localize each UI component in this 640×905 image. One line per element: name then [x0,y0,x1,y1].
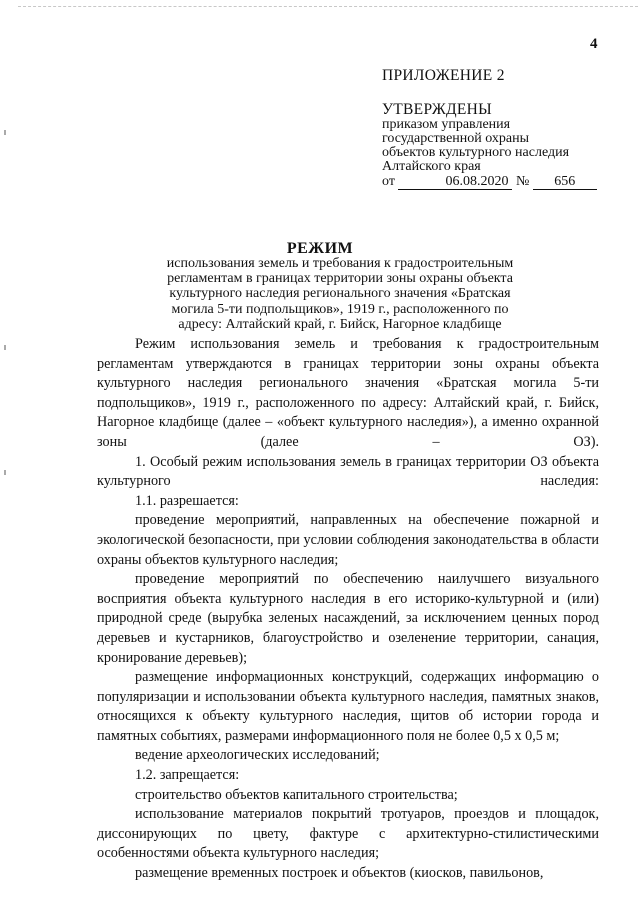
document-body [97,335,599,884]
approved-line: Алтайского края [382,159,481,174]
approval-block [382,102,622,190]
document-title: РЕЖИМ [286,240,354,257]
paragraph: размещение информационных конструкций, содержащих информацию о популяризации и использовании объекта культурного наследия, памятных знаков, относящихся к объекту культурного наследия, щитов об истории города и памятных событиях, размерами информационного поля не более 0,5 х 0,5 м; [97,669,599,744]
top-edge-line [18,6,638,7]
order-date: 06.08.2020 [398,175,512,190]
paragraph: 1.1. разрешается: [135,492,239,509]
number-sign: № [515,174,530,189]
order-date-line [382,174,622,190]
paragraph: 1. Особый режим использования земель в границах территории ОЗ объекта культурного наследия: [97,453,599,490]
page-number: 4 [590,36,598,52]
paragraph: строительство объектов капитального строительства; [135,786,458,803]
paragraph: проведение мероприятий, направленных на обеспечение пожарной и экологической безопасности, при условии соблюдения законодательства в области охраны объектов культурного наследия; [97,512,599,568]
approved-line: приказом управления [382,117,511,132]
approved-line: объектов культурного наследия [382,145,570,160]
approved-heading: УТВЕРЖДЕНЫ [382,101,492,118]
approved-line: государственной охраны [382,131,530,146]
order-number: 656 [533,175,597,190]
paragraph: использование материалов покрытий тротуаров, проездов и площадок, диссонирующих по цвету, фактуре с архитектурно-стилистическими особенностями объекта культурного наследия; [97,806,599,862]
document-subtitle: использования земель и требования к градостроительным регламентам в границах территории зоны охраны объекта культурного наследия регионального значения «Братская могила 5-ти подпольщиков», 1919 г., расположенного по адресу: Алтайский край, г. Бийск, Нагорное кладбище [166,256,514,332]
scan-mark [4,345,6,350]
paragraph: размещение временных построек и объектов (киосков, павильонов, [135,865,544,882]
scan-mark [4,470,6,475]
paragraph: 1.2. запрещается: [135,767,240,784]
date-prefix: от [382,174,395,189]
paragraph: проведение мероприятий по обеспечению наилучшего визуального восприятия объекта культурного наследия в его историко-культурной и (или) природной среде (вырубка зеленых насаждений, за исключением ценных пород деревьев и кустарников, благоустройство и озеленение территории, санация, кронирование деревьев); [97,571,599,666]
appendix-label: ПРИЛОЖЕНИЕ 2 [382,67,505,84]
scan-mark [4,130,6,135]
paragraph: ведение археологических исследований; [135,747,380,764]
paragraph: Режим использования земель и требования к градостроительным регламентам утверждаются в границах территории зоны охраны объекта культурного наследия регионального значения «Братская могила 5-ти подпольщиков», 1919 г., расположенного по адресу: Алтайский край, г. Бийск, Нагорное кладбище (далее – «объект культурного наследия»), а именно охранной зоны (далее – ОЗ). [97,336,599,450]
